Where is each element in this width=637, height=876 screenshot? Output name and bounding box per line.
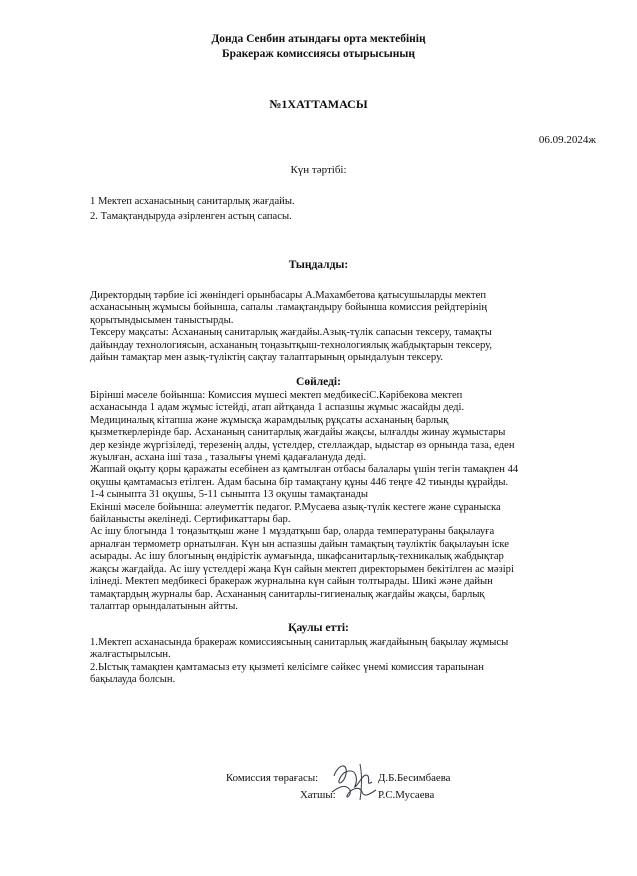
text-line: Екінші мәселе бойынша: әлеуметтік педагог. Р.Мусаева азық-түлік кестеге және сұраныска bbox=[90, 501, 501, 513]
text-line: оқушы қамтамасыз етілген. Адам басына бір тамақтану құны 446 теңге 42 тиынды құрайды. bbox=[90, 476, 509, 488]
text-line: қорытындысымен таныстырды. bbox=[90, 314, 234, 326]
chair-label: Комиссия төрағасы: bbox=[226, 772, 319, 784]
text-line: дайын тамақтар мен азық-түліктің сақтау талаптарының орындалуын тексеру. bbox=[90, 352, 443, 364]
text-line: арналған термометр орнатылған. Күн ын аспазшы дайын тамақтың тәуліктік бақылауын іске bbox=[90, 538, 509, 550]
text-line: 1-4 сыныпта 31 оқушы, 5-11 сыныпта 13 оқушы тамақтанады bbox=[90, 489, 368, 501]
text-line: 2.Ыстық тамақпен қамтамасыз ету қызметі келісімге сәйкес үнемі комиссия тарапынан bbox=[90, 661, 484, 673]
spoke-text bbox=[90, 390, 610, 613]
decided-heading: Қаулы етті: bbox=[288, 622, 349, 634]
agenda-heading: Күн тәртібі: bbox=[290, 164, 347, 176]
text-line: Ас ішу блогында 1 тоңазытқыш және 1 мұздатқыш бар, оларда температураны бақылауға bbox=[90, 526, 495, 538]
agenda-item: 1 Мектеп асханасының санитарлық жағдайы. bbox=[90, 196, 295, 207]
text-line: жалғастырылсын. bbox=[90, 649, 171, 661]
text-line: Бірінші мәселе бойынша: Комиссия мүшесі мектеп медбикесіС.Кәрібекова мектеп bbox=[90, 390, 463, 401]
document-date: 06.09.2024ж bbox=[538, 134, 596, 146]
text-line: Медициналық кітапша және жұмысқа жарамдылық рұқсаты асхананың барлық bbox=[90, 414, 449, 426]
agenda-item: 2. Тамақтандыруда әзірленген астың сапасы. bbox=[90, 211, 292, 222]
text-line: Тексеру мақсаты: Асхананың санитарлық жағдайы.Азық-түлік сапасын тексеру, тамақты bbox=[90, 327, 492, 339]
text-line: байланысты әкелінеді. Сертификаттары бар. bbox=[90, 514, 291, 526]
text-line: қызметкерлерінде бар. Асхананың санитарлық жағдайы жақсы, ылғалды жинау жұмыстары bbox=[90, 427, 506, 439]
text-line: тамақтардың журналы бар. Асхананың санитарлы-гигиеналық жағдайы жақсы, барлық bbox=[90, 588, 485, 600]
decided-text bbox=[90, 637, 610, 687]
text-line: Директордың тәрбие ісі жөніндегі орынбасары А.Махамбетова қатысушыларды мектеп bbox=[90, 290, 487, 301]
text-line: Жаппай оқыту қоры қаражаты есебінен аз қамтылған отбасы балалары үшін тегін тамақпен 44 bbox=[90, 464, 519, 476]
secretary-name: Р.С.Мусаева bbox=[378, 789, 435, 801]
commission-header: Бракераж комиссиясы отырысының bbox=[222, 48, 415, 60]
text-line: талаптар орындалатынын айтты. bbox=[90, 600, 239, 612]
text-line: асханасында 1 адам жұмыс істейді, атап айтқанда 1 аспазшы жұмыс жасайды деді. bbox=[90, 402, 465, 414]
document-title: №1ХАТТАМАСЫ bbox=[269, 97, 368, 111]
spoke-heading: Сөйледі: bbox=[296, 376, 341, 388]
school-name-header: Донда Сенбин атындағы орта мектебінің bbox=[211, 33, 426, 45]
text-line: дайындау технологиясын, асхананың тоңазытқыш-технологиялық жабдықтарын тексеру, bbox=[90, 339, 493, 351]
handwritten-signature-icon bbox=[326, 756, 386, 804]
text-line: 1.Мектеп асханасында бракераж комиссиясының санитарлық жағдайының бақылау жұмысы bbox=[90, 637, 509, 648]
text-line: асырады. Ас ішу блогының өндірістік аумағында, шкафсанитарлық-техникалық жабдықтар bbox=[90, 551, 504, 563]
chair-name: Д.Б.Бесимбаева bbox=[378, 772, 451, 784]
listened-text bbox=[90, 290, 610, 364]
text-line: асханасының жұмысы бойынша, сапалы .тамақтандыру бойынша комиссия рейдтерінің bbox=[90, 302, 488, 314]
listened-heading: Тыңдалды: bbox=[288, 259, 349, 271]
text-line: дер кезінде жүргізіледі, терезенің алды, үстелдер, стеллаждар, ыдыстар өз орнында таза, еден bbox=[90, 439, 515, 451]
text-line: жақсы жағдайда. Ас ішу үстелдері жаңа Күн сайын мектеп директорымен бекітілген ас мәзірі bbox=[90, 563, 514, 575]
agenda-list bbox=[90, 194, 610, 224]
text-line: бақылауда болсын. bbox=[90, 674, 176, 686]
secretary-label: Хатшы: bbox=[300, 789, 336, 801]
text-line: ілінеді. Мектеп медбикесі бракераж журналына күн сайын толтырады. Шикі және дайын bbox=[90, 576, 493, 588]
text-line: жуылған, асхана іші таза , тазалығы үнемі қадағалануда деді. bbox=[90, 452, 367, 464]
